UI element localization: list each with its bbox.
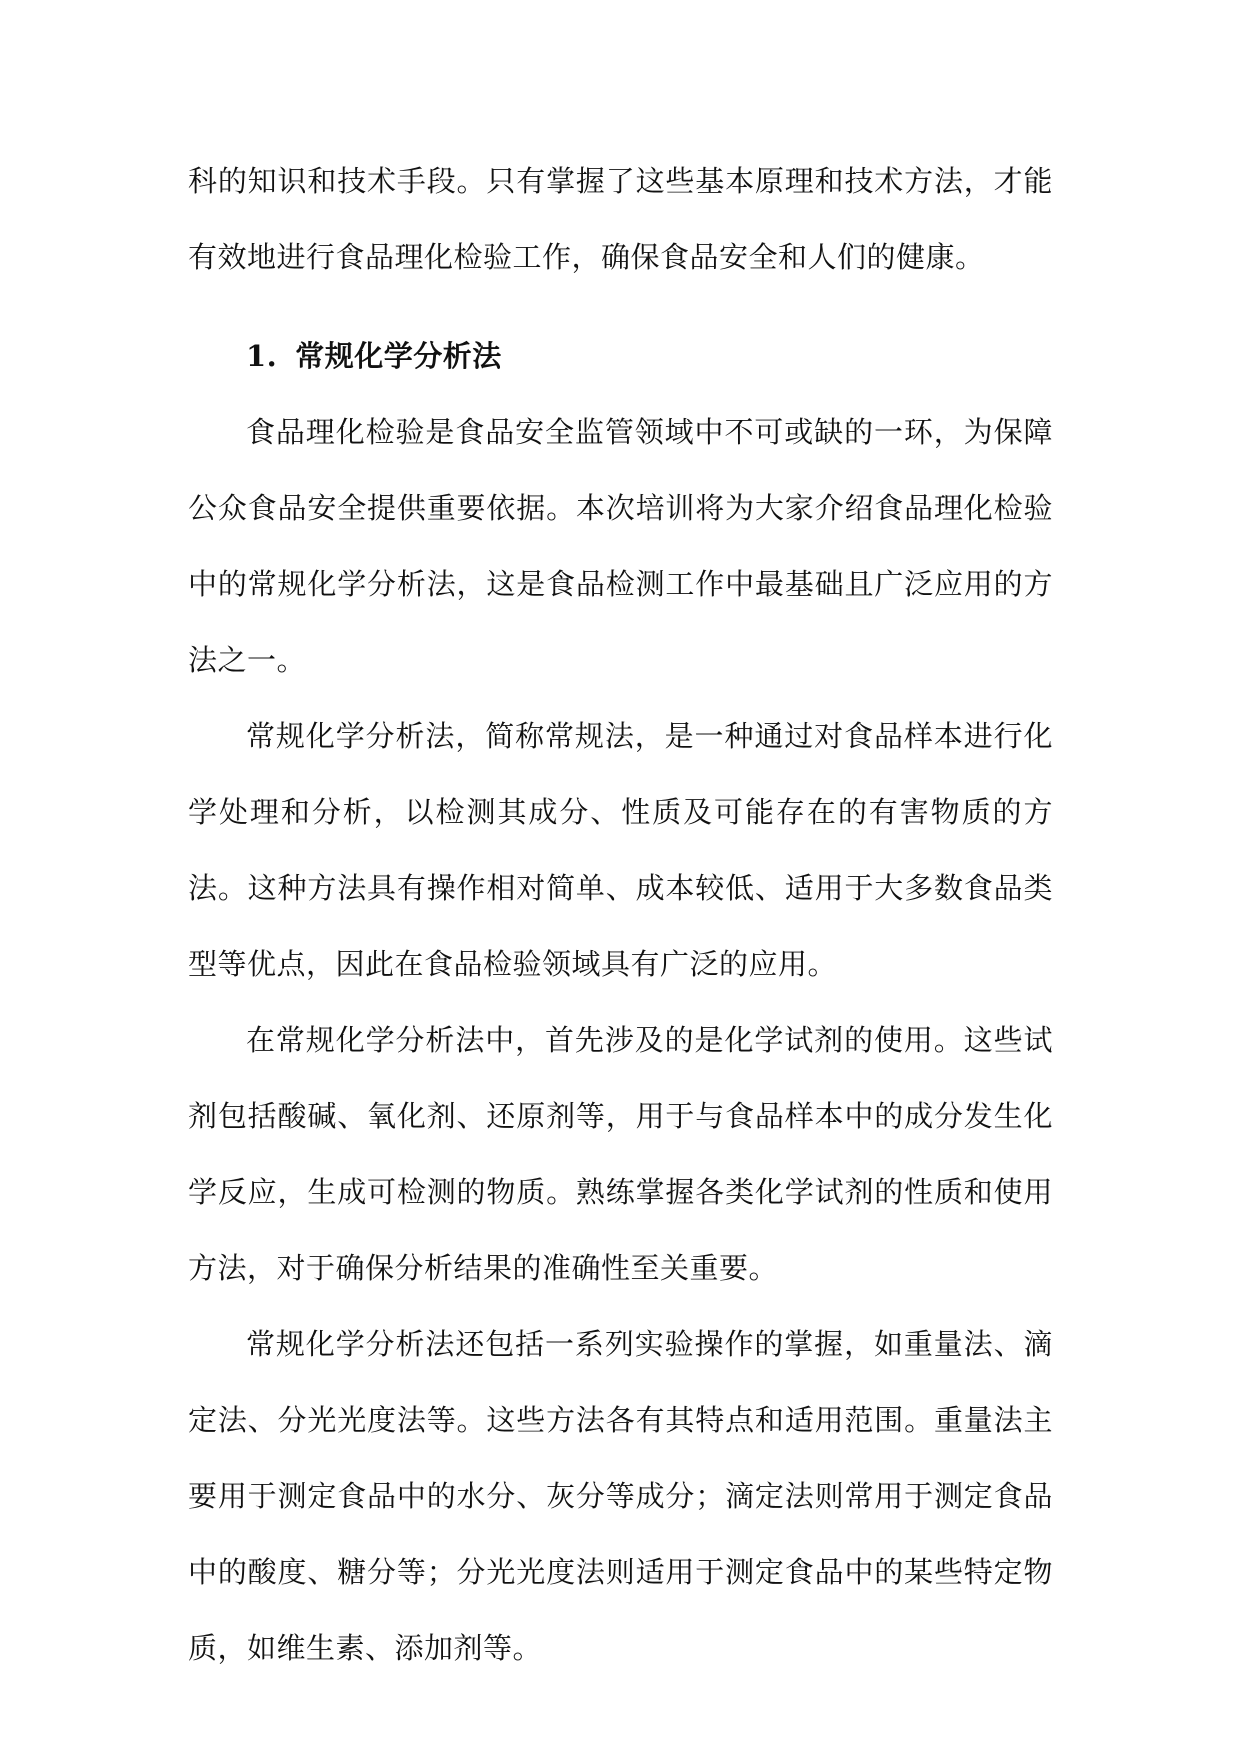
body-paragraph: 在常规化学分析法中，首先涉及的是化学试剂的使用。这些试剂包括酸碱、氧化剂、还原剂等，用于与食品样本中的成分发生化学反应，生成可检测的物质。熟练掌握各类化学试剂的性质和使用方法，对于确保分析结果的准确性至关重要。 xyxy=(188,1023,1053,1285)
section-heading xyxy=(188,318,1053,394)
body-paragraph: 常规化学分析法，简称常规法，是一种通过对食品样本进行化学处理和分析，以检测其成分、性质及可能存在的有害物质的方法。这种方法具有操作相对简单、成本较低、适用于大多数食品类型等优点，因此在食品检验领域具有广泛的应用。 xyxy=(188,719,1053,981)
body-paragraph: 常规化学分析法还包括一系列实验操作的掌握，如重量法、滴定法、分光光度法等。这些方法各有其特点和适用范围。重量法主要用于测定食品中的水分、灰分等成分；滴定法则常用于测定食品中的酸度、糖分等；分光光度法则适用于测定食品中的某些特定物质，如维生素、添加剂等。 xyxy=(188,1327,1053,1665)
body-paragraph: 食品理化检验是食品安全监管领域中不可或缺的一环，为保障公众食品安全提供重要依据。本次培训将为大家介绍食品理化检验中的常规化学分析法，这是食品检测工作中最基础且广泛应用的方法之一。 xyxy=(188,415,1053,677)
section-title: 常规化学分析法 xyxy=(295,339,502,373)
document-body xyxy=(188,143,1053,1686)
section-number: 1. xyxy=(246,339,278,373)
intro-paragraph: 科的知识和技术手段。只有掌握了这些基本原理和技术方法，才能有效地进行食品理化检验工作，确保食品安全和人们的健康。 xyxy=(188,164,1053,274)
